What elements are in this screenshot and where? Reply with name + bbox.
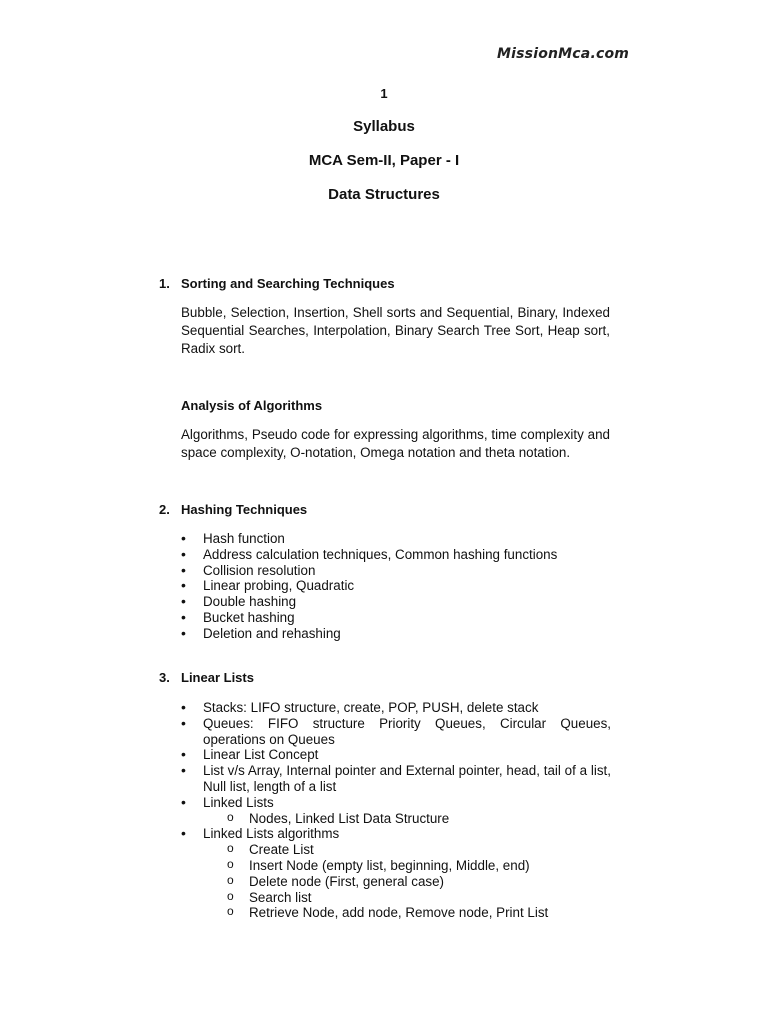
list-item: • Linked Lists algorithms (181, 826, 611, 842)
section-1-paragraph: Bubble, Selection, Insertion, Shell sorts and Sequential, Binary, Indexed Sequential Searches, Interpolation, Binary Search Tree Sort, Heap sort, Radix sort. (181, 305, 610, 356)
section-number: 1. (159, 276, 170, 291)
list-item: • Linked Lists (181, 795, 611, 811)
sub-list-item: o Nodes, Linked List Data Structure (181, 811, 611, 827)
analysis-paragraph: Algorithms, Pseudo code for expressing algorithms, time complexity and space complexity, O-notation, Omega notation and theta notation. (181, 427, 610, 460)
list-item: • Deletion and rehashing (181, 626, 611, 642)
section-number: 3. (159, 670, 170, 685)
sub-list-item: o Delete node (First, general case) (181, 874, 611, 890)
site-watermark: MissionMca.com (497, 46, 630, 62)
sub-list-item: o Create List (181, 842, 611, 858)
section-title: Hashing Techniques (181, 502, 308, 517)
linear-lists-list (181, 700, 611, 921)
list-item: • Linear probing, Quadratic (181, 578, 611, 594)
list-item: • Linear List Concept (181, 747, 611, 763)
section-3-heading (159, 670, 254, 685)
section-2-heading (159, 502, 307, 517)
hashing-list (181, 531, 611, 642)
sub-list-item: o Search list (181, 890, 611, 906)
section-title: Sorting and Searching Techniques (181, 276, 395, 291)
sub-list-item: o Retrieve Node, add node, Remove node, Print List (181, 905, 611, 921)
section-title: Linear Lists (181, 670, 254, 685)
list-item: • Double hashing (181, 594, 611, 610)
analysis-heading: Analysis of Algorithms (181, 398, 323, 413)
doc-subtitle: MCA Sem-II, Paper - I (308, 152, 460, 169)
list-item: • Bucket hashing (181, 610, 611, 626)
list-item: • Hash function (181, 531, 611, 547)
doc-title: Syllabus (353, 118, 415, 135)
section-number: 2. (159, 502, 170, 517)
list-item: • Queues: FIFO structure Priority Queues, Circular Queues, operations on Queues (181, 716, 611, 748)
section-1-heading (159, 276, 395, 291)
list-item: • List v/s Array, Internal pointer and External pointer, head, tail of a list, Null list, length of a list (181, 763, 611, 795)
list-item: • Address calculation techniques, Common hashing functions (181, 547, 611, 563)
list-item: • Collision resolution (181, 563, 611, 579)
sub-list-item: o Insert Node (empty list, beginning, Middle, end) (181, 858, 611, 874)
list-item: • Stacks: LIFO structure, create, POP, PUSH, delete stack (181, 700, 611, 716)
doc-paper-title: Data Structures (328, 186, 440, 203)
page-number: 1 (380, 86, 388, 101)
